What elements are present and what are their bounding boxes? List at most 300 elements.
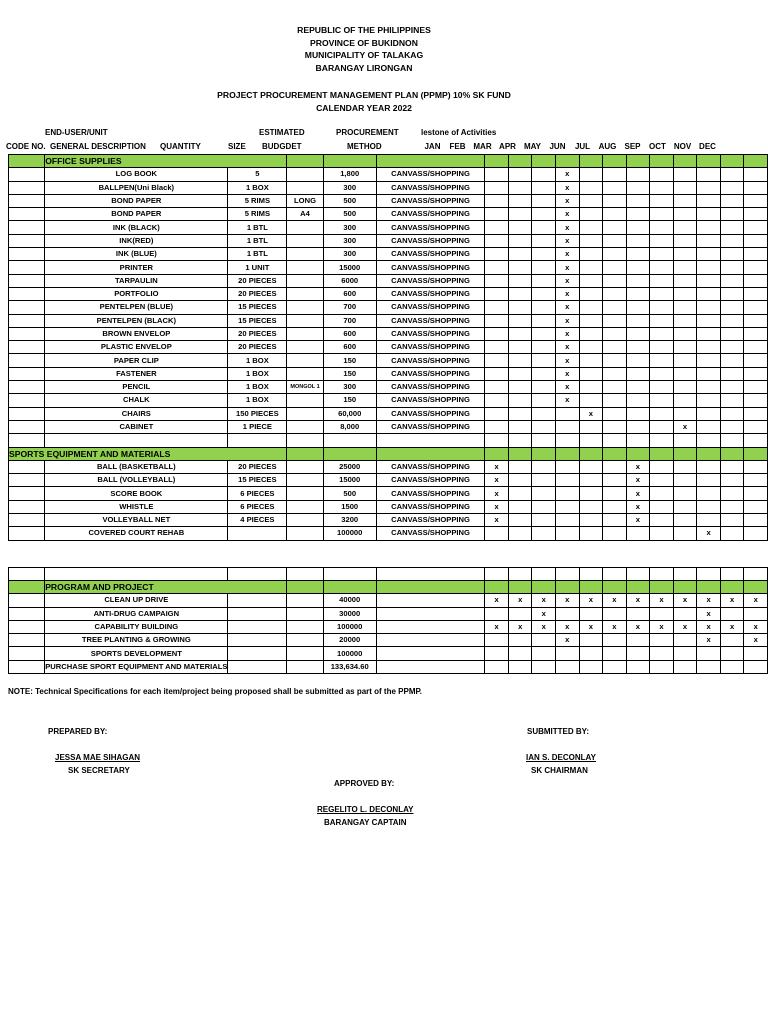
quantity-cell <box>228 527 287 540</box>
month-mark-cell <box>650 287 674 300</box>
month-mark-cell <box>485 527 509 540</box>
month-mark-cell <box>579 420 603 433</box>
month-mark-cell <box>508 274 532 287</box>
blank-cell <box>650 567 674 580</box>
month-mark-cell: x <box>603 620 627 633</box>
month-mark-cell <box>508 327 532 340</box>
month-mark-cell <box>603 221 627 234</box>
description-cell: SPORTS DEVELOPMENT <box>45 647 228 660</box>
month-mark-cell <box>744 647 768 660</box>
month-mark-cell <box>650 274 674 287</box>
month-mark-cell: x <box>556 367 580 380</box>
budget-cell <box>323 434 376 447</box>
code-cell <box>9 660 45 673</box>
approved-name: REGELITO L. DECONLAY <box>317 805 414 814</box>
month-mark-cell <box>603 634 627 647</box>
section-fill-cell <box>556 155 580 168</box>
section-code-cell <box>9 580 45 593</box>
month-mark-cell <box>697 647 721 660</box>
month-mark-cell <box>579 660 603 673</box>
month-mark-cell <box>603 314 627 327</box>
size-cell <box>287 287 324 300</box>
month-mark-cell: x <box>556 221 580 234</box>
month-mark-cell <box>579 341 603 354</box>
month-mark-cell <box>603 527 627 540</box>
month-mark-cell <box>603 607 627 620</box>
month-mark-cell <box>673 407 697 420</box>
month-mark-cell <box>556 500 580 513</box>
month-mark-cell <box>626 381 650 394</box>
month-mark-cell <box>626 168 650 181</box>
month-mark-cell <box>673 341 697 354</box>
month-mark-cell: x <box>485 620 509 633</box>
month-mark-cell <box>532 420 556 433</box>
month-mark-cell <box>697 474 721 487</box>
month-label-aug: AUG <box>598 142 617 151</box>
month-mark-cell <box>720 168 744 181</box>
quantity-cell: 1 BTL <box>228 221 287 234</box>
quantity-cell: 6 PIECES <box>228 500 287 513</box>
month-mark-cell: x <box>579 594 603 607</box>
month-mark-cell: x <box>485 594 509 607</box>
month-mark-cell <box>508 500 532 513</box>
month-mark-cell <box>508 474 532 487</box>
month-mark-cell <box>603 327 627 340</box>
month-mark-cell <box>485 181 509 194</box>
blank-cell <box>697 567 721 580</box>
size-cell <box>287 647 324 660</box>
size-cell <box>287 367 324 380</box>
section-title: SPORTS EQUIPMENT AND MATERIALS <box>9 447 287 460</box>
month-mark-cell <box>650 607 674 620</box>
budget-cell: 15000 <box>323 474 376 487</box>
size-cell <box>287 354 324 367</box>
month-label-oct: OCT <box>649 142 666 151</box>
month-mark-cell <box>603 500 627 513</box>
approved-title: BARANGAY CAPTAIN <box>324 818 407 827</box>
month-mark-cell <box>508 394 532 407</box>
month-mark-cell <box>508 460 532 473</box>
section-fill-cell <box>603 447 627 460</box>
month-mark-cell <box>673 168 697 181</box>
description-cell: LOG BOOK <box>45 168 228 181</box>
table-row <box>9 261 768 274</box>
code-cell <box>9 208 45 221</box>
month-mark-cell <box>485 407 509 420</box>
budget-cell: 15000 <box>323 261 376 274</box>
month-mark-cell: x <box>556 327 580 340</box>
table-row <box>9 301 768 314</box>
section-fill-cell <box>287 580 324 593</box>
month-mark-cell <box>485 354 509 367</box>
code-cell <box>9 274 45 287</box>
method-cell: CANVASS/SHOPPING <box>376 234 485 247</box>
month-mark-cell <box>744 208 768 221</box>
month-mark-cell <box>720 287 744 300</box>
month-mark-cell <box>556 420 580 433</box>
description-cell: PLASTIC ENVELOP <box>45 341 228 354</box>
month-mark-cell <box>744 248 768 261</box>
section-fill-cell <box>508 580 532 593</box>
size-cell <box>287 181 324 194</box>
month-mark-cell <box>603 248 627 261</box>
description-cell: BOND PAPER <box>45 194 228 207</box>
month-mark-cell <box>650 514 674 527</box>
section-fill-cell <box>376 447 485 460</box>
month-mark-cell <box>697 314 721 327</box>
method-cell: CANVASS/SHOPPING <box>376 474 485 487</box>
month-mark-cell <box>579 514 603 527</box>
table-row <box>9 434 768 447</box>
month-mark-cell <box>508 301 532 314</box>
budget-cell: 300 <box>323 221 376 234</box>
month-mark-cell <box>579 647 603 660</box>
month-mark-cell <box>579 500 603 513</box>
code-cell <box>9 487 45 500</box>
section-fill-cell <box>532 447 556 460</box>
quantity-cell <box>228 634 287 647</box>
budget-cell: 150 <box>323 354 376 367</box>
month-mark-cell <box>626 367 650 380</box>
method-cell: CANVASS/SHOPPING <box>376 314 485 327</box>
month-mark-cell <box>626 314 650 327</box>
method-cell: CANVASS/SHOPPING <box>376 460 485 473</box>
description-cell: TARPAULIN <box>45 274 228 287</box>
month-mark-cell <box>556 527 580 540</box>
month-mark-cell <box>720 367 744 380</box>
month-mark-cell <box>626 274 650 287</box>
description-cell: BROWN ENVELOP <box>45 327 228 340</box>
month-mark-cell <box>508 367 532 380</box>
quantity-cell: 150 PIECES <box>228 407 287 420</box>
budget-cell: 700 <box>323 314 376 327</box>
month-mark-cell <box>556 514 580 527</box>
prepared-name: JESSA MAE SIHAGAN <box>55 753 141 762</box>
section-fill-cell <box>626 580 650 593</box>
month-mark-cell <box>626 634 650 647</box>
month-mark-cell <box>744 660 768 673</box>
month-mark-cell <box>603 208 627 221</box>
month-mark-cell <box>650 181 674 194</box>
month-mark-cell <box>603 301 627 314</box>
month-mark-cell <box>650 341 674 354</box>
code-cell <box>9 594 45 607</box>
size-cell <box>287 620 324 633</box>
month-mark-cell <box>532 248 556 261</box>
size-cell <box>287 301 324 314</box>
month-mark-cell: x <box>556 620 580 633</box>
section-title: PROGRAM AND PROJECT <box>45 580 287 593</box>
month-mark-cell <box>744 527 768 540</box>
month-mark-cell <box>485 168 509 181</box>
month-mark-cell <box>485 301 509 314</box>
month-mark-cell: x <box>485 460 509 473</box>
month-mark-cell <box>673 500 697 513</box>
size-cell <box>287 420 324 433</box>
month-mark-cell <box>626 527 650 540</box>
month-mark-cell: x <box>485 474 509 487</box>
month-mark-cell: x <box>626 594 650 607</box>
description-cell: TREE PLANTING & GROWING <box>45 634 228 647</box>
size-cell <box>287 500 324 513</box>
code-cell <box>9 514 45 527</box>
month-mark-cell <box>579 208 603 221</box>
month-mark-cell: x <box>556 354 580 367</box>
month-mark-cell: x <box>744 620 768 633</box>
method-cell: CANVASS/SHOPPING <box>376 261 485 274</box>
col-qty-label: QUANTITY <box>160 142 201 151</box>
month-mark-cell <box>673 301 697 314</box>
month-mark-cell <box>720 181 744 194</box>
month-mark-cell <box>720 474 744 487</box>
section-fill-cell <box>603 580 627 593</box>
month-mark-cell <box>673 208 697 221</box>
month-mark-cell <box>579 181 603 194</box>
quantity-cell <box>228 607 287 620</box>
quantity-cell: 20 PIECES <box>228 274 287 287</box>
month-mark-cell <box>650 194 674 207</box>
quantity-cell: 4 PIECES <box>228 514 287 527</box>
method-cell: CANVASS/SHOPPING <box>376 274 485 287</box>
month-mark-cell <box>626 234 650 247</box>
description-cell: INK (BLUE) <box>45 248 228 261</box>
month-mark-cell <box>744 354 768 367</box>
month-mark-cell: x <box>720 620 744 633</box>
section-fill-cell <box>650 580 674 593</box>
month-mark-cell <box>532 514 556 527</box>
section-fill-cell <box>720 447 744 460</box>
month-mark-cell: x <box>556 181 580 194</box>
month-mark-cell <box>626 407 650 420</box>
month-mark-cell: x <box>556 208 580 221</box>
month-label-jul: JUL <box>574 142 591 151</box>
month-mark-cell: x <box>556 594 580 607</box>
month-mark-cell <box>697 381 721 394</box>
size-cell <box>287 248 324 261</box>
month-mark-cell: x <box>673 620 697 633</box>
month-mark-cell <box>579 474 603 487</box>
month-mark-cell <box>508 354 532 367</box>
budget-cell: 40000 <box>323 594 376 607</box>
month-mark-cell <box>673 634 697 647</box>
quantity-cell: 1 BTL <box>228 248 287 261</box>
month-mark-cell <box>603 381 627 394</box>
month-mark-cell <box>720 420 744 433</box>
blank-cell <box>508 567 532 580</box>
month-mark-cell: x <box>485 487 509 500</box>
month-mark-cell <box>532 221 556 234</box>
section-fill-cell <box>323 580 376 593</box>
description-cell: CHAIRS <box>45 407 228 420</box>
month-mark-cell <box>697 434 721 447</box>
quantity-cell: 1 BTL <box>228 234 287 247</box>
month-mark-cell <box>697 327 721 340</box>
spacer-cell <box>9 540 768 567</box>
month-mark-cell: x <box>508 594 532 607</box>
month-mark-cell <box>744 607 768 620</box>
section-title: OFFICE SUPPLIES <box>45 155 287 168</box>
month-mark-cell <box>697 234 721 247</box>
month-mark-cell: x <box>626 514 650 527</box>
month-mark-cell <box>626 301 650 314</box>
month-mark-cell <box>720 394 744 407</box>
table-row <box>9 168 768 181</box>
method-cell: CANVASS/SHOPPING <box>376 301 485 314</box>
month-mark-cell <box>508 527 532 540</box>
month-mark-cell <box>626 607 650 620</box>
month-mark-cell <box>673 487 697 500</box>
month-mark-cell <box>744 327 768 340</box>
method-cell: CANVASS/SHOPPING <box>376 367 485 380</box>
month-mark-cell <box>579 194 603 207</box>
month-mark-cell <box>532 474 556 487</box>
month-mark-cell <box>485 234 509 247</box>
code-cell <box>9 381 45 394</box>
ppmp-table <box>8 154 768 674</box>
month-mark-cell <box>579 248 603 261</box>
budget-cell: 500 <box>323 208 376 221</box>
month-mark-cell <box>650 381 674 394</box>
month-mark-cell <box>603 261 627 274</box>
month-mark-cell <box>626 194 650 207</box>
month-mark-cell <box>673 221 697 234</box>
month-mark-cell <box>579 168 603 181</box>
month-mark-cell <box>697 420 721 433</box>
description-cell: INK(RED) <box>45 234 228 247</box>
method-cell: CANVASS/SHOPPING <box>376 221 485 234</box>
section-fill-cell <box>532 580 556 593</box>
month-mark-cell <box>650 634 674 647</box>
month-mark-cell <box>556 434 580 447</box>
section-fill-cell <box>556 580 580 593</box>
table-row <box>9 194 768 207</box>
table-row <box>9 314 768 327</box>
month-mark-cell <box>579 381 603 394</box>
document-title: PROJECT PROCUREMENT MANAGEMENT PLAN (PPMP) 10% SK FUND <box>217 90 511 100</box>
quantity-cell <box>228 660 287 673</box>
section-fill-cell <box>626 447 650 460</box>
month-mark-cell <box>720 487 744 500</box>
budget-cell: 25000 <box>323 460 376 473</box>
month-mark-cell <box>579 460 603 473</box>
month-mark-cell: x <box>626 500 650 513</box>
month-mark-cell: x <box>556 394 580 407</box>
month-mark-cell <box>744 474 768 487</box>
col-budget-label: BUDGDET <box>262 142 302 151</box>
month-mark-cell <box>626 354 650 367</box>
table-row <box>9 287 768 300</box>
month-mark-cell: x <box>556 287 580 300</box>
month-label-apr: APR <box>499 142 516 151</box>
month-mark-cell <box>650 527 674 540</box>
month-mark-cell: x <box>697 527 721 540</box>
month-mark-cell <box>697 274 721 287</box>
month-mark-cell <box>579 354 603 367</box>
section-fill-cell <box>603 155 627 168</box>
month-mark-cell: x <box>697 594 721 607</box>
month-mark-cell <box>579 221 603 234</box>
code-cell <box>9 181 45 194</box>
month-mark-cell <box>673 248 697 261</box>
code-cell <box>9 394 45 407</box>
month-mark-cell <box>720 514 744 527</box>
code-cell <box>9 647 45 660</box>
section-fill-cell <box>744 447 768 460</box>
month-mark-cell <box>650 500 674 513</box>
month-mark-cell <box>720 354 744 367</box>
description-cell: BOND PAPER <box>45 208 228 221</box>
code-cell <box>9 341 45 354</box>
month-mark-cell <box>603 354 627 367</box>
header-barangay: BARANGAY LIRONGAN <box>315 62 413 73</box>
month-mark-cell: x <box>556 314 580 327</box>
section-fill-cell <box>720 155 744 168</box>
blank-cell <box>532 567 556 580</box>
quantity-cell: 20 PIECES <box>228 460 287 473</box>
description-cell: PRINTER <box>45 261 228 274</box>
blank-cell <box>720 567 744 580</box>
section-fill-cell <box>744 155 768 168</box>
month-mark-cell <box>650 301 674 314</box>
month-mark-cell: x <box>626 620 650 633</box>
month-mark-cell <box>650 394 674 407</box>
month-mark-cell <box>744 194 768 207</box>
month-mark-cell <box>744 341 768 354</box>
section-fill-cell <box>697 447 721 460</box>
description-cell: ANTI-DRUG CAMPAIGN <box>45 607 228 620</box>
table-row <box>9 634 768 647</box>
budget-cell: 20000 <box>323 634 376 647</box>
month-mark-cell <box>603 407 627 420</box>
month-mark-cell <box>673 274 697 287</box>
quantity-cell: 15 PIECES <box>228 301 287 314</box>
code-cell <box>9 221 45 234</box>
month-mark-cell <box>603 420 627 433</box>
quantity-cell: 20 PIECES <box>228 287 287 300</box>
method-cell: CANVASS/SHOPPING <box>376 287 485 300</box>
month-mark-cell <box>650 208 674 221</box>
month-mark-cell <box>532 460 556 473</box>
section-fill-cell <box>697 580 721 593</box>
code-cell <box>9 367 45 380</box>
month-mark-cell: x <box>556 274 580 287</box>
quantity-cell: 20 PIECES <box>228 341 287 354</box>
description-cell: BALL (BASKETBALL) <box>45 460 228 473</box>
month-mark-cell <box>720 208 744 221</box>
month-mark-cell <box>744 381 768 394</box>
month-mark-cell <box>650 168 674 181</box>
code-cell <box>9 420 45 433</box>
month-mark-cell <box>720 194 744 207</box>
budget-cell: 300 <box>323 248 376 261</box>
month-mark-cell <box>485 208 509 221</box>
blank-row <box>9 567 768 580</box>
month-mark-cell <box>744 394 768 407</box>
month-mark-cell <box>697 181 721 194</box>
month-mark-cell <box>556 474 580 487</box>
description-cell: WHISTLE <box>45 500 228 513</box>
section-header-row <box>9 580 768 593</box>
section-header-row <box>9 155 768 168</box>
description-cell: VOLLEYBALL NET <box>45 514 228 527</box>
month-label-sep: SEP <box>624 142 641 151</box>
blank-cell <box>45 567 228 580</box>
month-mark-cell <box>673 434 697 447</box>
month-mark-cell <box>485 287 509 300</box>
month-mark-cell <box>508 261 532 274</box>
month-mark-cell <box>532 434 556 447</box>
month-mark-cell <box>744 274 768 287</box>
